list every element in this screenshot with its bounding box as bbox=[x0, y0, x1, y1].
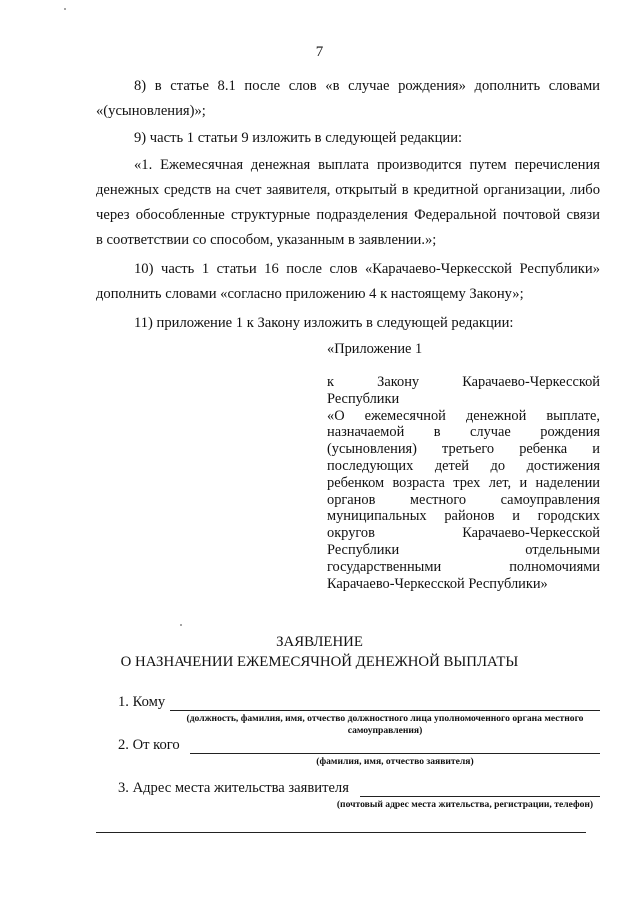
text-line: муниципальных районов и городских bbox=[327, 508, 600, 525]
text-line: (усыновления) третьего ребенка и bbox=[327, 441, 600, 458]
text-line: ребенком возраста трех лет, и наделении bbox=[327, 474, 600, 491]
text-line: Карачаево-Черкесской Республики» bbox=[327, 575, 548, 592]
field-label-address: 3. Адрес места жительства заявителя bbox=[118, 780, 349, 796]
form-title: ЗАЯВЛЕНИЕ bbox=[276, 634, 363, 650]
paragraph-item-8 bbox=[96, 74, 600, 124]
scan-speck bbox=[180, 624, 182, 626]
paragraph-item-10 bbox=[96, 257, 600, 307]
address-field-line[interactable] bbox=[360, 796, 600, 797]
form-subtitle: О НАЗНАЧЕНИИ ЕЖЕМЕСЯЧНОЙ ДЕНЕЖНОЙ ВЫПЛАТЫ bbox=[120, 654, 519, 670]
page-number: 7 bbox=[315, 44, 324, 60]
recipient-field-hint-cont: самоуправления) bbox=[347, 725, 423, 736]
text-line: округов Карачаево-Черкесской bbox=[327, 525, 600, 542]
applicant-field-hint: (фамилия, имя, отчество заявителя) bbox=[316, 756, 474, 767]
text-line: последующих детей до достижения bbox=[327, 457, 600, 474]
text-line: Республики отдельными bbox=[327, 541, 600, 558]
text-line: 10) часть 1 статьи 16 после слов «Карачаево-Черкесской Республики» bbox=[134, 261, 600, 277]
paragraph-new-text bbox=[96, 153, 600, 253]
text-line: «(усыновления)»; bbox=[96, 103, 206, 119]
text-line: «1. Ежемесячная денежная выплата производится путем перечисления bbox=[134, 157, 600, 173]
address-field-hint: (почтовый адрес места жительства, регистрации, телефон) bbox=[336, 799, 594, 810]
text-line: 9) часть 1 статьи 9 изложить в следующей редакции: bbox=[134, 130, 463, 146]
text-line: к Закону Карачаево-Черкесской bbox=[327, 374, 600, 390]
paragraph-item-11 bbox=[96, 311, 600, 336]
paragraph-item-9 bbox=[96, 126, 600, 151]
text-line: Республики bbox=[327, 390, 400, 407]
text-line: денежных средств на счет заявителя, открытый в кредитной организации, либо bbox=[96, 182, 600, 198]
applicant-field-line[interactable] bbox=[190, 753, 600, 754]
text-line: в соответствии со способом, указанным в заявлении.»; bbox=[96, 232, 437, 248]
text-line: государственными полномочиями bbox=[327, 558, 600, 575]
text-line: «О ежемесячной денежной выплате, bbox=[327, 407, 600, 424]
field-label-applicant: 2. От кого bbox=[118, 737, 180, 753]
recipient-field-line[interactable] bbox=[170, 710, 600, 711]
footer-divider-line bbox=[96, 832, 586, 833]
recipient-field-hint: (должность, фамилия, имя, отчество должностного лица уполномоченного органа местного bbox=[186, 713, 584, 724]
appendix-heading: «Приложение 1 bbox=[327, 341, 423, 357]
text-line: через обособленные структурные подразделения Федеральной почтовой связи bbox=[96, 207, 600, 223]
text-line: органов местного самоуправления bbox=[327, 491, 600, 508]
appendix-caption bbox=[327, 374, 600, 592]
field-label-recipient: 1. Кому bbox=[118, 694, 166, 710]
text-line: дополнить словами «согласно приложению 4 к настоящему Закону»; bbox=[96, 286, 524, 302]
scan-speck bbox=[64, 8, 66, 10]
text-line: 8) в статье 8.1 после слов «в случае рождения» дополнить словами bbox=[134, 78, 600, 94]
text-line: назначаемой в случае рождения bbox=[327, 424, 600, 441]
text-line: 11) приложение 1 к Закону изложить в следующей редакции: bbox=[134, 315, 514, 331]
